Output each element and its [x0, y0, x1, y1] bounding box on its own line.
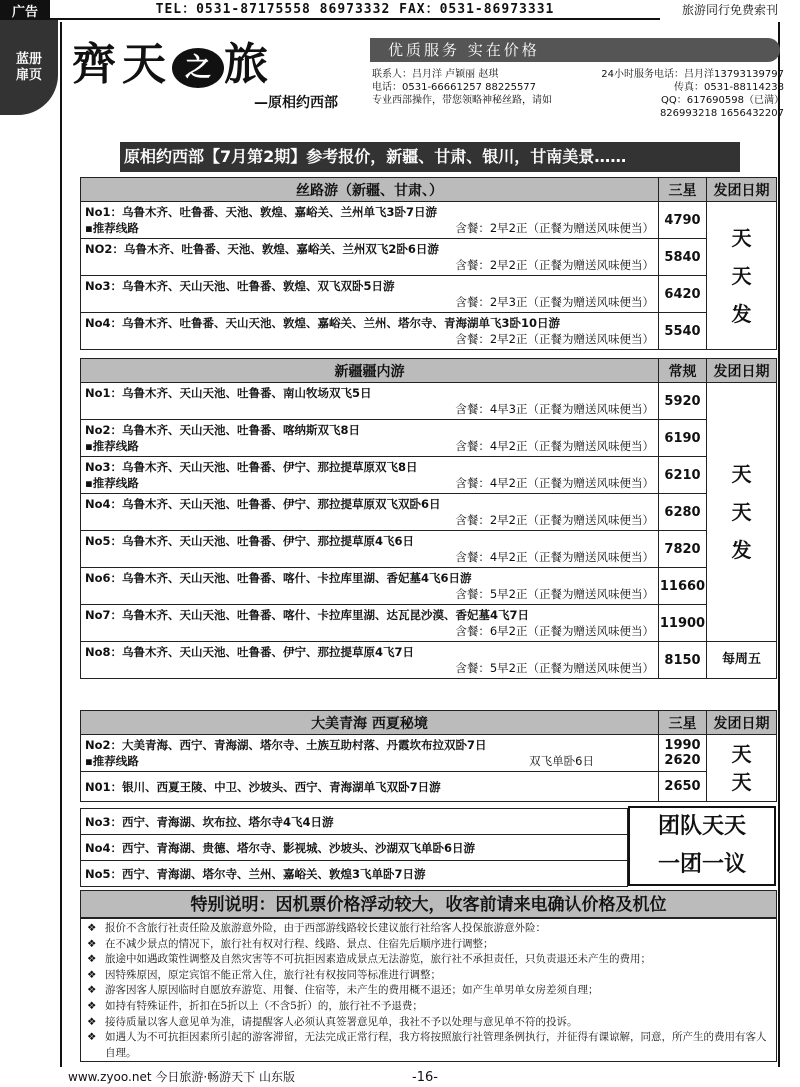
- contact-line: TEL：0531-87175558 86973332 FAX：0531-86973331: [50, 0, 660, 20]
- route-sub: [85, 549, 654, 565]
- table-row: [81, 772, 777, 802]
- ad-tag: 广告: [0, 0, 50, 20]
- route-cell: [81, 202, 659, 239]
- section-silk-road: [80, 177, 777, 350]
- meal-info: 含餐：2早3正（正餐为赠送风味便当）: [455, 295, 654, 309]
- price-cell: [659, 735, 707, 772]
- team-line: 一团一议: [657, 852, 746, 877]
- route-cell: [81, 494, 659, 531]
- route-sub: [85, 257, 654, 273]
- date-char: 天: [731, 500, 752, 524]
- logo-part3: 旅: [224, 39, 274, 90]
- route-cell: [81, 457, 659, 494]
- diamond-icon: ❖: [87, 937, 97, 950]
- route-sub: [85, 753, 654, 769]
- meal-info: 含餐：5早2正（正餐为赠送风味便当）: [455, 661, 654, 675]
- list-item: [87, 999, 770, 1015]
- diamond-icon: ❖: [87, 953, 97, 966]
- route-cell: [81, 383, 659, 420]
- price-cell: 7820: [659, 531, 707, 568]
- date-char: 发: [731, 538, 752, 562]
- route-line: No1：乌鲁木齐、天山天池、吐鲁番、南山牧场双飞5日: [85, 386, 372, 400]
- col-price-header: 常规: [659, 359, 707, 383]
- recommend-tag: ▪推荐线路: [85, 476, 139, 490]
- note-text: 因特殊原因，原定宾馆不能正常入住，旅行社有权按同等标准进行调整；: [105, 968, 441, 981]
- section-qinghai-extra: [80, 808, 628, 887]
- diamond-icon: ❖: [87, 968, 97, 981]
- section-header: [81, 711, 777, 735]
- logo-part2: 之: [172, 48, 224, 88]
- section-title: 丝路游（新疆、甘肃、）: [81, 178, 659, 202]
- route-cell: [81, 735, 659, 772]
- diamond-icon: ❖: [87, 1031, 97, 1044]
- logo-text: [72, 36, 362, 94]
- route-line: NO2：乌鲁木齐、吐鲁番、天池、敦煌、嘉峪关、兰州双飞2卧6日游: [85, 242, 439, 256]
- route-sub: [85, 331, 654, 347]
- meal-info: 含餐：2早2正（正餐为赠送风味便当）: [455, 332, 654, 346]
- meal-info: 含餐：4早2正（正餐为赠送风味便当）: [455, 439, 654, 453]
- table-row: [81, 642, 777, 679]
- date-cell: 每周五: [707, 642, 777, 679]
- table-row: [81, 239, 777, 276]
- route-cell: [81, 809, 628, 835]
- note-text: 如遇人为不可抗拒因素所引起的游客滞留，无法完成正常行程，我方将按照旅行社管理条例执行，并征得有课谅解，同意，所产生的费用有客人自理。: [105, 1031, 767, 1059]
- route-cell: [81, 420, 659, 457]
- contact-row: [372, 68, 784, 81]
- route-line: No6：乌鲁木齐、天山天池、吐鲁番、喀什、卡拉库里湖、香妃墓4飞6日游: [85, 571, 472, 585]
- col-date-header: 发团日期: [707, 178, 777, 202]
- note-text: 接待质量以客人意见单为准，请提醒客人必须认真签署意见单，我社不予以处理与意见单不符的投诉。: [105, 1015, 578, 1028]
- logo: [72, 36, 362, 126]
- route-sub: [85, 401, 654, 417]
- col-price-header: 三星: [659, 711, 707, 735]
- meal-info: 含餐：2早2正（正餐为赠送风味便当）: [455, 258, 654, 272]
- route-line: No1：乌鲁木齐、吐鲁番、天池、敦煌、嘉峪关、兰州单飞3卧7日游: [85, 205, 438, 219]
- table-row: [81, 568, 777, 605]
- route-sub: [85, 220, 654, 236]
- route-sub: [85, 294, 654, 310]
- price-value: 1990: [664, 738, 701, 753]
- table-row: [81, 861, 628, 887]
- route-cell: [81, 239, 659, 276]
- route-cell: [81, 276, 659, 313]
- meal-info: 含餐：4早3正（正餐为赠送风味便当）: [455, 402, 654, 416]
- route-sub: [85, 475, 654, 491]
- diamond-icon: ❖: [87, 1015, 97, 1028]
- route-sub: [85, 660, 654, 676]
- table-row: [81, 420, 777, 457]
- price-cell: 11660: [659, 568, 707, 605]
- route-cell: [81, 642, 659, 679]
- top-bar: [0, 0, 800, 20]
- contact-left: 电话：0531-66661257 88225577: [372, 82, 537, 93]
- section-title: 新疆疆内游: [81, 359, 659, 383]
- footer: [60, 1068, 780, 1087]
- price-cell: 5920: [659, 383, 707, 420]
- side-tab: [0, 20, 58, 115]
- route-cell: [81, 313, 659, 350]
- team-box: [628, 806, 776, 886]
- route-sub: [85, 623, 654, 639]
- route-line: No4：乌鲁木齐、吐鲁番、天山天池、敦煌、嘉峪关、兰州、塔尔寺、青海湖单飞3卧10日游: [85, 316, 561, 330]
- date-char: 天: [731, 462, 752, 486]
- contact-row: [372, 81, 784, 94]
- route-line: No3：西宁、青海湖、坎布拉、塔尔寺4飞4日游: [85, 814, 334, 829]
- contact-right: 传真：0531-88114238: [674, 82, 784, 93]
- table-row: [81, 605, 777, 642]
- list-item: [87, 921, 770, 937]
- meal-info: 含餐：4早2正（正餐为赠送风味便当）: [455, 550, 654, 564]
- recommend-tag: ▪推荐线路: [85, 221, 139, 235]
- route-sub: [85, 586, 654, 602]
- route-cell: [81, 772, 659, 802]
- contact-row: [372, 107, 784, 120]
- section-header: [81, 178, 777, 202]
- list-item: [87, 937, 770, 953]
- table-row: [81, 735, 777, 772]
- date-char: 发: [731, 301, 752, 326]
- route-cell: [81, 531, 659, 568]
- route-line: No3：乌鲁木齐、天山天池、吐鲁番、伊宁、那拉提草原双飞8日: [85, 460, 418, 474]
- route-line: No4：乌鲁木齐、天山天池、吐鲁番、伊宁、那拉提草原双飞双卧6日: [85, 497, 441, 511]
- recommend-tag: ▪推荐线路: [85, 439, 139, 453]
- table-row: [81, 313, 777, 350]
- table-row: [81, 809, 628, 835]
- route-line: N01：银川、西夏王陵、中卫、沙坡头、西宁、青海湖单飞双卧7日游: [85, 779, 441, 794]
- price-cell: 2650: [659, 772, 707, 802]
- route-line: No4：西宁、青海湖、贵德、塔尔寺、影视城、沙坡头、沙湖双飞单卧6日游: [85, 840, 476, 855]
- note-text: 如持有特殊证件，折扣在5折以上（不含5折）的，旅行社不予退费；: [105, 999, 423, 1012]
- price-cell: 8150: [659, 642, 707, 679]
- price-cell: 11900: [659, 605, 707, 642]
- route-line: No2：大美青海、西宁、青海湖、塔尔寺、土族互助村落、丹霞坎布拉双卧7日: [85, 738, 487, 752]
- logo-part1: 齊天: [72, 39, 172, 90]
- meal-info: 含餐：4早2正（正餐为赠送风味便当）: [455, 476, 654, 490]
- col-price-header: 三星: [659, 178, 707, 202]
- contact-left: 专业西部操作，带您领略神秘丝路，请如: [372, 95, 552, 106]
- route-line: No3：乌鲁木齐、天山天池、吐鲁番、敦煌、双飞双卧5日游: [85, 279, 395, 293]
- price-cell: 6280: [659, 494, 707, 531]
- page-title: 原相约西部【7月第2期】参考报价，新疆、甘肃、银川，甘南美景……: [120, 142, 740, 172]
- diamond-icon: ❖: [87, 984, 97, 997]
- note-text: 游客因客人原因临时自愿放弃游览、用餐、住宿等，未产生的费用概不退还；如产生单男单女房差须自理；: [105, 984, 599, 997]
- table-row: [81, 276, 777, 313]
- contact-right: QQ：617690598（已满）: [660, 95, 784, 106]
- section-xinjiang: [80, 358, 777, 679]
- page-number: -16-: [412, 1070, 438, 1085]
- date-cell: [707, 735, 777, 802]
- route-sub: [85, 438, 654, 454]
- route-line: No5：乌鲁木齐、天山天池、吐鲁番、伊宁、那拉提草原4飞6日: [85, 534, 415, 548]
- contact-right: 826993218 1656432207: [659, 108, 784, 119]
- contact-row: [372, 94, 784, 107]
- tagline: 旅游同行免费索刊: [681, 3, 778, 17]
- route-line: No2：乌鲁木齐、天山天池、吐鲁番、喀纳斯双飞8日: [85, 423, 361, 437]
- col-date-header: 发团日期: [707, 359, 777, 383]
- list-item: [87, 1015, 770, 1031]
- route-line: No8：乌鲁木齐、天山天池、吐鲁番、伊宁、那拉提草原4飞7日: [85, 645, 415, 659]
- price-value: 2620: [664, 753, 701, 768]
- logo-subtitle: —原相约西部: [254, 95, 338, 111]
- price-cell: 6210: [659, 457, 707, 494]
- price-cell: 5540: [659, 313, 707, 350]
- footer-site: www.zyoo.net 今日旅游·畅游天下 山东版: [68, 1070, 295, 1084]
- header: [60, 22, 784, 132]
- price-cell: 4790: [659, 202, 707, 239]
- date-char: 天: [731, 225, 752, 250]
- list-item: [87, 968, 770, 984]
- contact-right: 24小时服务电话：吕月洋13793139797: [601, 69, 784, 80]
- price-cell: 6190: [659, 420, 707, 457]
- route-line: No5：西宁、青海湖、塔尔寺、兰州、嘉峪关、敦煌3飞单卧7日游: [85, 866, 426, 881]
- route-cell: [81, 835, 628, 861]
- team-line: 团队天天: [657, 814, 746, 839]
- route-cell: [81, 568, 659, 605]
- notes-title: 特别说明：因机票价格浮动较大，收客前请来电确认价格及机位: [80, 890, 777, 918]
- side-tab-line1: 蓝册: [15, 51, 42, 67]
- date-cell: [707, 383, 777, 642]
- diamond-icon: ❖: [87, 999, 97, 1012]
- route-line: No7：乌鲁木齐、天山天池、吐鲁番、喀什、卡拉库里湖、达瓦昆沙漠、香妃墓4飞7日: [85, 608, 530, 622]
- recommend-tag: ▪推荐线路: [85, 754, 139, 768]
- contact-info: [372, 68, 784, 120]
- table-row: [81, 835, 628, 861]
- table-row: [81, 457, 777, 494]
- note-text: 在不减少景点的情况下，旅行社有权对行程、线路、景点、住宿先后顺序进行调整；: [105, 937, 494, 950]
- note-text: 旅途中如遇政策性调整及自然灾害等不可抗拒因素造成景点无法游览，旅行社不承担责任，只负责退还未产生的费用；: [105, 953, 651, 966]
- list-item: [87, 983, 770, 999]
- table-row: [81, 202, 777, 239]
- list-item: [87, 1030, 770, 1061]
- meal-info: 含餐：6早2正（正餐为赠送风味便当）: [455, 624, 654, 638]
- date-char: 天: [731, 742, 752, 766]
- section-qinghai: [80, 710, 777, 802]
- slogan: 优质服务 实在价格: [370, 38, 780, 62]
- date-char: 天: [731, 770, 752, 794]
- price-cell: 5840: [659, 239, 707, 276]
- section-title: 大美青海 西夏秘境: [81, 711, 659, 735]
- side-tab-line2: 扉页: [15, 67, 42, 83]
- note-text: 报价不含旅行社责任险及旅游意外险，由于西部游线路较长建议旅行社给客人投保旅游意外险：: [105, 922, 546, 934]
- table-row: [81, 531, 777, 568]
- price-cell: 6420: [659, 276, 707, 313]
- list-item: [87, 952, 770, 968]
- date-cell: [707, 202, 777, 350]
- contact-left: 联系人：吕月洋 卢颖丽 赵琪: [372, 69, 499, 80]
- route-cell: [81, 605, 659, 642]
- meal-info: 含餐：2早2正（正餐为赠送风味便当）: [455, 513, 654, 527]
- col-date-header: 发团日期: [707, 711, 777, 735]
- meal-info: 含餐：2早2正（正餐为赠送风味便当）: [455, 221, 654, 235]
- date-char: 天: [731, 263, 752, 288]
- route-cell: [81, 861, 628, 887]
- meal-info: 含餐：5早2正（正餐为赠送风味便当）: [455, 587, 654, 601]
- table-row: [81, 383, 777, 420]
- section-header: [81, 359, 777, 383]
- table-row: [81, 494, 777, 531]
- route-sub: [85, 512, 654, 528]
- meal-info: 双飞单卧6日: [529, 754, 594, 768]
- diamond-icon: ❖: [87, 922, 97, 934]
- notes-list: [80, 918, 777, 1062]
